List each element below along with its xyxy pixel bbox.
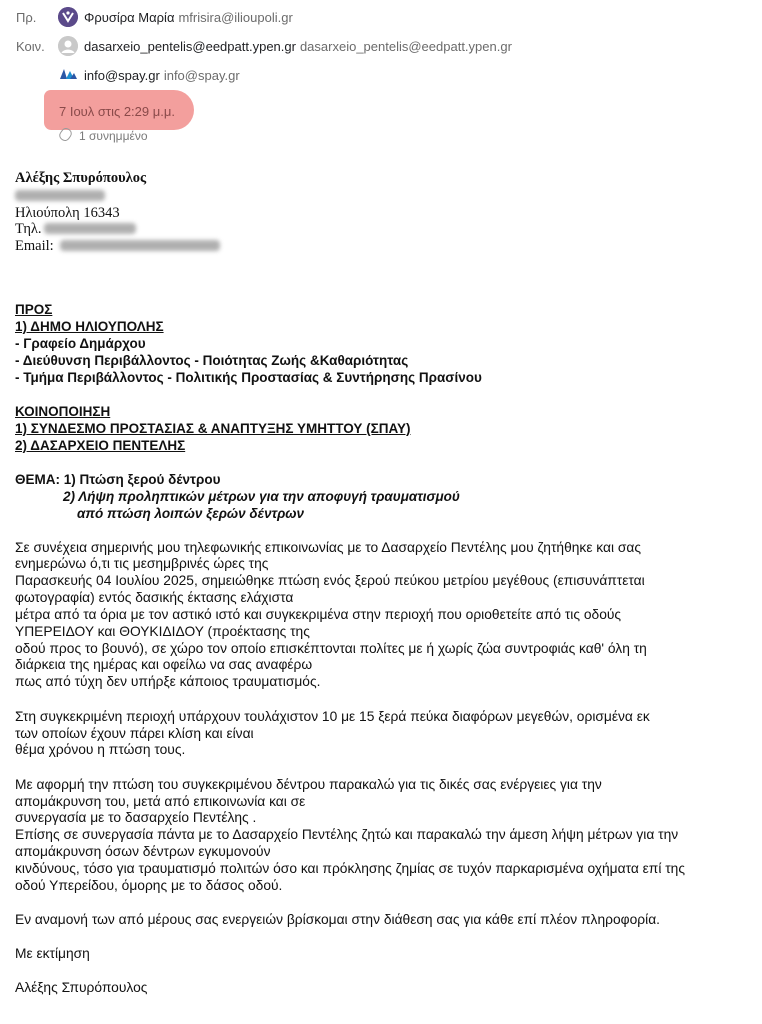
cc-label: Κοιν. [16, 39, 45, 54]
body-line: θέμα χρόνου η πτώση τους. [15, 742, 186, 757]
signature-address-redacted [15, 188, 105, 205]
signature-email: Email: [15, 238, 220, 255]
sender[interactable] [84, 10, 293, 25]
sender-email: mfrisira@ilioupoli.gr [178, 10, 293, 25]
body-line: συνεργασία με το δασαρχείο Πεντέλης . [15, 810, 257, 825]
body-line: Με εκτίμηση [15, 946, 90, 961]
body-line: ενημερώνω ό,τι τις μεσημβρινές ώρες της [15, 556, 269, 571]
body-line: κινδύνους, τόσο για τραυματισμό πολιτών όσο και πρόκλησης ζημίας σε τυχόν παρκαρισμένα οχήματα επί της [15, 861, 685, 876]
body-line: απομάκρυνση όσων δέντρων εγκυμονούν [15, 844, 271, 859]
to-recipient-1b: - Διεύθυνση Περιβάλλοντος - Ποιότητας Ζωής &Καθαριότητας [15, 353, 409, 368]
body-line: ΥΠΕΡΕΙΔΟΥ και ΘΟΥΚΙΔΙΔΟΥ (προέκτασης της [15, 624, 310, 639]
municipality-logo-icon[interactable] [58, 7, 78, 27]
attachment-link[interactable] [60, 128, 148, 143]
person-avatar-icon[interactable] [58, 36, 78, 56]
body-line: Επίσης σε συνεργασία πάντα με το Δασαρχείο Πεντέλης ζητώ και παρακαλώ την άμεση λήψη μέτρων για την [15, 827, 679, 842]
signature-phone: Τηλ. [15, 221, 136, 238]
cc2-email: info@spay.gr [163, 68, 240, 83]
body-line: Παρασκευής 04 Ιουλίου 2025, σημειώθηκε πτώση ενός ξερού πεύκου μετρίου μεγέθους (επισυνάπτεται [15, 573, 645, 588]
signature-city: Ηλιούπολη 16343 [15, 205, 120, 221]
body-line: Αλέξης Σπυρόπουλος [15, 980, 148, 995]
cc-recipient-1: 1) ΣΥΝΔΕΣΜΟ ΠΡΟΣΤΑΣΙΑΣ & ΑΝΑΠΤΥΞΗΣ ΥΜΗΤΤΟΥ (ΣΠΑΥ) [15, 421, 411, 436]
sender-name: Φρυσίρα Μαρία [84, 10, 175, 25]
cc-recipient-2[interactable] [84, 68, 240, 83]
to-recipient-1a: - Γραφείο Δημάρχου [15, 336, 146, 351]
paperclip-icon [57, 126, 73, 143]
to-heading: ΠΡΟΣ [15, 302, 53, 317]
cc1-name: dasarxeio_pentelis@eedpatt.ypen.gr [84, 39, 296, 54]
subject-line-2: 2) Λήψη προληπτικών μέτρων για την αποφυγή τραυματισμού [63, 489, 460, 504]
body-line: διάρκεια της ημέρας και οφείλω να σας αναφέρω [15, 657, 313, 672]
body-line: Με αφορμή την πτώση του συγκεκριμένου δέντρου παρακαλώ για τις δικές σας ενέργειες για την [15, 777, 602, 792]
cc-heading: ΚΟΙΝΟΠΟΙΗΣΗ [15, 404, 111, 419]
body-line: πως από τύχη δεν υπήρξε κάποιος τραυματισμός. [15, 674, 321, 689]
cc-recipient-1[interactable] [84, 39, 512, 54]
to-recipient-1: 1) ΔΗΜΟ ΗΛΙΟΥΠΟΛΗΣ [15, 319, 164, 334]
body-line: φωτογραφία) εντός δασικής έκτασης ελάχιστα [15, 590, 294, 605]
body-line: των οποίων έχουν πάρει κλίση και είναι [15, 726, 254, 741]
to-recipient-1c: - Τμήμα Περιβάλλοντος - Πολιτικής Προστασίας & Συντήρησης Πρασίνου [15, 370, 482, 385]
from-row [0, 6, 762, 30]
sent-date: 7 Ιουλ στις 2:29 μ.μ. [59, 104, 175, 119]
cc1-email: dasarxeio_pentelis@eedpatt.ypen.gr [299, 39, 512, 54]
cc-row-1 [0, 35, 762, 59]
spay-logo-icon[interactable] [58, 65, 78, 85]
body-line: Στη συγκεκριμένη περιοχή υπάρχουν τουλάχιστον 10 με 15 ξερά πεύκα διαφόρων μεγεθών, ορισμένα εκ [15, 709, 650, 724]
body-line: οδού προς το βουνό), σε χώρο τον οποίο επισκέπτονται πολίτες με ή χωρίς ζώα συντροφιάς καθ' όλη τη [15, 641, 647, 656]
body-line: οδού Υπερείδου, όμορης με το δάσος οδού. [15, 878, 283, 893]
signature-name: Αλέξης Σπυρόπουλος [15, 170, 147, 186]
cc-row-2 [0, 64, 762, 88]
attachment-label: 1 συνημμένο [79, 129, 148, 143]
from-label: Πρ. [16, 10, 37, 25]
subject-line-3: από πτώση λοιπών ξερών δέντρων [77, 506, 305, 521]
body-line: Σε συνέχεια σημερινής μου τηλεφωνικής επικοινωνίας με το Δασαρχείο Πεντέλης μου ζητήθηκε και σας [15, 540, 642, 555]
body-line: απομάκρυνση του, μετά από επικοινωνία και σε [15, 794, 306, 809]
body-line: Εν αναμονή των από μέρους σας ενεργειών βρίσκομαι στην διάθεση σας για κάθε επί πλέον πληροφορία. [15, 912, 660, 927]
body-line: μέτρα από τα όρια με τον αστικό ιστό και συγκεκριμένα στην περιοχή που οριοθετείτε από τις οδούς [15, 607, 622, 622]
subject-line-1: ΘΕΜΑ: 1) Πτώση ξερού δέντρου [15, 472, 221, 487]
cc2-name: info@spay.gr [84, 68, 160, 83]
cc-recipient-2: 2) ΔΑΣΑΡΧΕΙΟ ΠΕΝΤΕΛΗΣ [15, 438, 186, 453]
